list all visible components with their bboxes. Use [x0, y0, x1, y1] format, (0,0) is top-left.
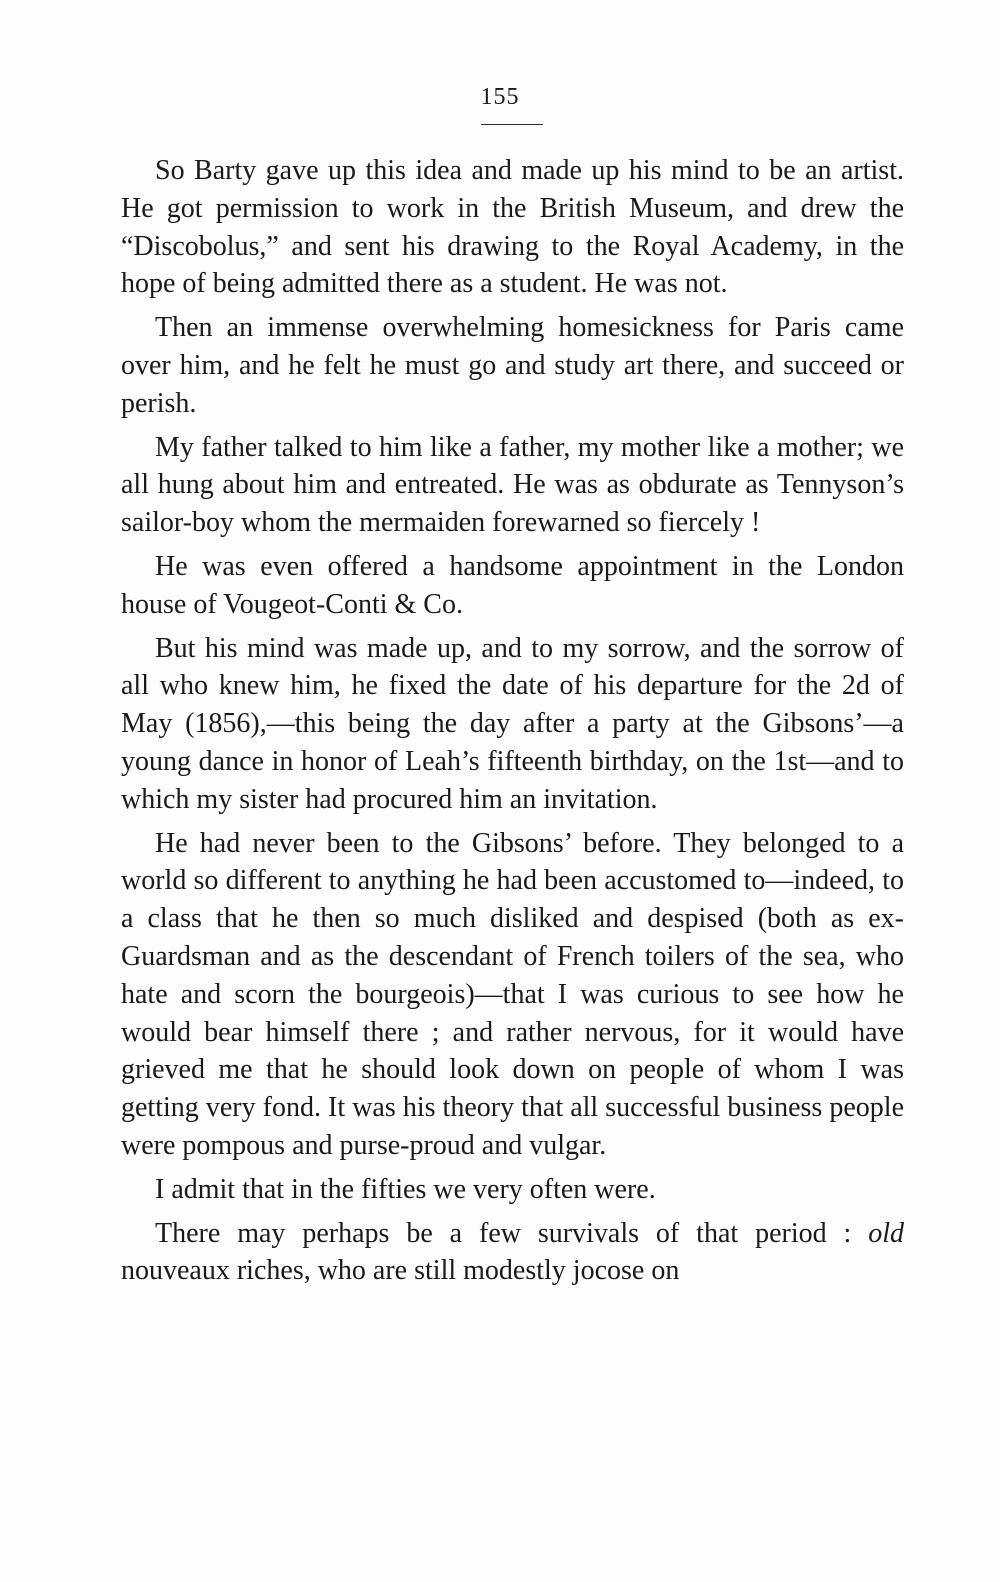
paragraph-8-rest: nouveaux riches, who are still modestly jocose on: [121, 1255, 680, 1287]
paragraph-8-italic-word: old: [868, 1217, 904, 1249]
paragraph-8-lead: There may perhaps be a few survivals of that period :: [155, 1217, 852, 1249]
page-number: 155: [480, 84, 520, 110]
header-rule: [481, 124, 543, 125]
paragraph-5: But his mind was made up, and to my sorrow, and the sorrow of all who knew him, he fixed the date of his departure for the 2d of May (1856),—this being the day after a party at the Gibsons’—a young dance in honor of Leah’s fifteenth birthday, on the 1st—and to which my sister had procured him an invitation.: [121, 632, 904, 815]
paragraph-7: I admit that in the fifties we very often were.: [155, 1173, 656, 1205]
paragraph-1: So Barty gave up this idea and made up his mind to be an artist. He got permission to work in the British Museum, and drew the “Discobolus,” and sent his drawing to the Royal Academy, in the hope of being admitted there as a student. He was not.: [121, 155, 904, 300]
paragraph-3: My father talked to him like a father, my mother like a mother; we all hung about him and entreated. He was as obdurate as Tennyson’s sailor-boy whom the mermaiden forewarned so fiercely !: [121, 431, 904, 539]
paragraph-8: [121, 1215, 904, 1291]
body-text: [121, 152, 904, 1290]
paragraph-2: Then an immense overwhelming homesickness for Paris came over him, and he felt he must go and study art there, and succeed or perish.: [121, 312, 904, 419]
paragraph-4: He was even offered a handsome appointment in the London house of Vougeot-Conti & Co.: [121, 550, 904, 620]
paragraph-6: He had never been to the Gibsons’ before. They belonged to a world so different to anything he had been accustomed to—indeed, to a class that he then so much disliked and despised (both as ex-Guardsman and as the descendant of French toilers of the sea, who hate and scorn the bourgeois)—that I was curious to see how he would bear himself there ; and rather nervous, for it would have grieved me that he should look down on people of whom I was getting very fond. It was his theory that all successful business people were pompous and purse-proud and vulgar.: [121, 827, 904, 1161]
